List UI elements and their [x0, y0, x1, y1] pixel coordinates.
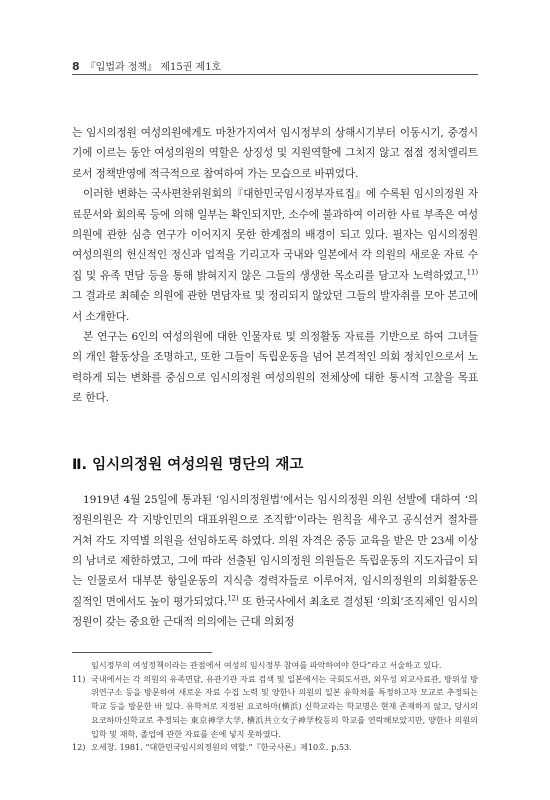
footnote-ref-11[interactable]: 11): [466, 268, 478, 277]
footnote-11: [72, 673, 478, 742]
footnote-12-number: 12): [72, 742, 86, 753]
footnote-continuation: [72, 659, 478, 673]
footnote-continuation-text: 임시정부의 여성정책이라는 관점에서 여성의 임시정부 참여를 파악하여야 한다”라고 서술하고 있다.: [91, 660, 442, 670]
footnote-12-text: 오세창. 1981. “대한민국임시의정원의 역할.”『한국사론』제10호. p.53.: [91, 742, 352, 753]
running-header: [72, 58, 478, 73]
footnote-11-text: 국내에서는 각 의원의 유족면담, 유관기관 자료 검색 및 일본에서는 국회도서관, 외무성 외교사료관, 방위성 방위연구소 등을 방문하여 새로운 자료 수집 노력 및 양한나 의원의 일본 유학처를 특정하고자 모교로 추정되는 학교 등을 방문한 바 있다. 유학처로 지정된 요코하마(横浜) 신학교라는 학교명은 현재 존재하지 않고, 당시의 요코하마신학교로 추정되는 東京神学大学, 横浜共立女子神学校등의 학교를 연락해보았지만, 양한나 의원의 입학 및 재학, 졸업에 관한 자료를 손에 넣지 못하였다.: [91, 673, 478, 739]
paragraph-4: [72, 490, 478, 633]
section-heading: Ⅱ. 임시의정원 여성의원 명단의 재고: [72, 456, 304, 473]
paragraph-2-text-b: 그 결과로 최혜순 의원에 관한 면담자료 및 정리되지 않았던 그들의 발자취를 모아 본고에서 소개한다.: [72, 290, 478, 323]
footnote-rule: [72, 652, 212, 653]
main-text: [72, 123, 478, 633]
footnotes: [72, 659, 478, 755]
paragraph-1: 는 임시의정원 여성의원에게도 마찬가지여서 임시정부의 상해시기부터 이동시기, 중경시기에 이르는 동안 여성의원의 역할은 상징성 및 지원역할에 그치지 않고 점점 정치엘리트로서 정책반영에 적극적으로 참여하여 가는 모습으로 바뀌었다.: [72, 127, 478, 180]
journal-title: 『입법과 정책』 제15권 제1호: [85, 62, 222, 73]
paragraph-4-text-a: 1919년 4월 25일에 통과된 ‘임시의정원법’에서는 임시의정원 의원 선발에 대하여 ‘의정원의원은 각 지방인민의 대표위원으로 조직함’이라는 원칙을 세우고 공식선거 절차를 거쳐 각도 지역별 의원을 선임하도록 하였다. 의원 자격은 중등 교육을 받은 만 23세 이상의 남녀로 제한하였고, 그에 따라 선출된 임시의정원 의원들은 독립운동의 지도자급이 되는 인물로서 대부분 항일운동의 지식층 경력자들로 이루어져, 임시의정원의 의회활동은 질적인 면에서도 높이 평가되었다.: [72, 493, 478, 608]
paragraph-2-text-a: 이러한 변화는 국사편찬위원회의『대한민국임시정부자료집』에 수록된 임시의정원 자료문서와 회의록 등에 의해 일부는 확인되지만, 소수에 불과하여 이러한 사료 부족은 여성의원에 관한 심층 연구가 이어지지 못한 한계점의 배경이 되고 있다. 필자는 임시의정원 여성의원의 헌신적인 정신과 업적을 기리고자 국내와 일본에서 각 의원의 새로운 자료 수집 및 유족 면담 등을 통해 밝혀지지 않은 그들의 생생한 목소리를 담고자 노력하였고,: [72, 188, 478, 282]
footnote-ref-12[interactable]: 12): [227, 594, 239, 603]
paragraph-3: 본 연구는 6인의 여성의원에 대한 인물자료 및 의정활동 자료를 기반으로 하여 그녀들의 개인 활동상을 조명하고, 또한 그들이 독립운동을 넘어 본격적인 의회 정치인으로서 노력하게 되는 변화를 중심으로 임시의정원 여성의원의 전체상에 대한 통시적 고찰을 목표로 한다.: [72, 331, 478, 405]
paragraph-4-text-b: 또 한국사에서 최초로 결성된 ‘의회’조직체인 임시의정원이 갖는 중요한 근대적 의의에는 근대 의회정: [72, 595, 478, 629]
footnote-12: [72, 741, 478, 755]
paragraph-2: [72, 184, 478, 327]
header-rule: [72, 74, 478, 75]
page-number: 8: [72, 60, 80, 73]
footnote-11-number: 11): [72, 673, 86, 684]
